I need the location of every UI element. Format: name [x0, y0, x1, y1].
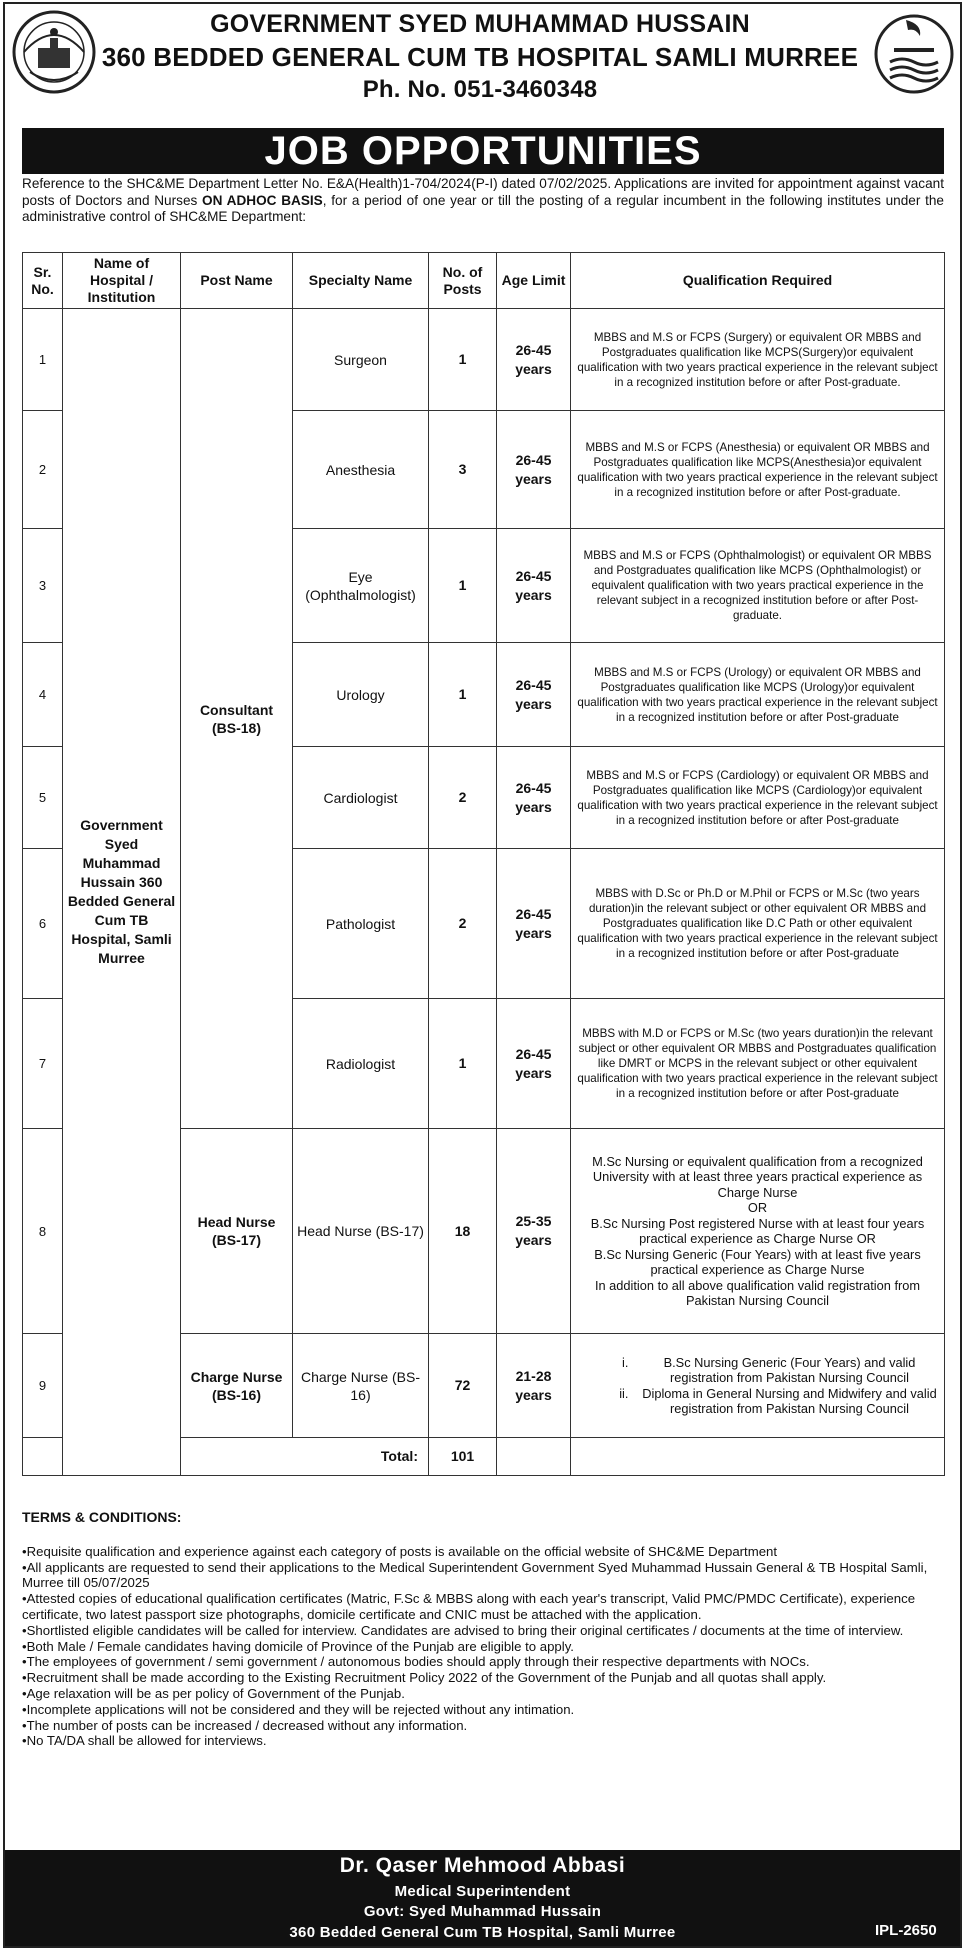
jobs-table [22, 252, 945, 1476]
header-phone: Ph. No. 051-3460348 [362, 76, 598, 103]
row-age: 26-45 years [497, 849, 571, 999]
row-qualification: MBBS with M.D or FCPS or M.Sc (two years duration)in the relevant subject or other equivalent OR MBBS and Postgraduates qualification like DMRT or MCPS in the relevant subject or other equivalent qualification with two years practical experience in the relevant subject in a recognized institution before or after Post-graduate [571, 999, 945, 1129]
col-header-specialty: Specialty Name [293, 253, 429, 309]
header-title-line2: 360 BEDDED GENERAL CUM TB HOSPITAL SAMLI MURREE [101, 42, 859, 72]
row-qualification [571, 1129, 945, 1334]
row-age: 26-45 years [497, 529, 571, 643]
terms-item: • The employees of government / semi government / autonomous bodies should apply through their respective departments with NOCs. [22, 1654, 944, 1670]
col-header-qualification: Qualification Required [571, 253, 945, 309]
terms-item: • Recruitment shall be made according to the Existing Recruitment Policy 2022 of the Government of the Punjab and all quotas shall apply. [22, 1670, 944, 1686]
qualification-line: B.Sc Nursing Post registered Nurse with at least four years practical experience as Charge Nurse OR [590, 1215, 925, 1246]
terms-item: • Both Male / Female candidates having domicile of Province of the Punjab are eligible to apply. [22, 1639, 944, 1655]
col-header-hospital: Name of Hospital / Institution [63, 253, 181, 309]
table-row [23, 309, 945, 411]
total-row-qualification [571, 1438, 945, 1476]
row-qualification [571, 1334, 945, 1438]
row-specialty: Pathologist [293, 849, 429, 999]
col-header-sr: Sr. No. [23, 253, 63, 309]
row-post: Charge Nurse (BS-16) [181, 1334, 293, 1438]
row-age: 26-45 years [497, 643, 571, 747]
qualification-line: In addition to all above qualification valid registration from Pakistan Nursing Council [594, 1277, 921, 1308]
qualification-line: M.Sc Nursing or equivalent qualification from a recognized University with at least three years practical experience as Charge Nurse [592, 1153, 923, 1200]
terms-item: • Shortlisted eligible candidates will be called for interview. Candidates are advised to bring their original certificates / documents at the time of interview. [22, 1623, 944, 1639]
row-posts: 3 [429, 411, 497, 529]
terms-title: TERMS & CONDITIONS: [22, 1509, 182, 1525]
row-specialty: Eye (Ophthalmologist) [293, 529, 429, 643]
row-sr: 5 [23, 747, 63, 849]
row-sr: 2 [23, 411, 63, 529]
signatory-org-line2: 360 Bedded General Cum TB Hospital, Samli Murree [289, 1924, 676, 1941]
row-sr: 4 [23, 643, 63, 747]
col-header-post: Post Name [181, 253, 293, 309]
row-posts: 1 [429, 643, 497, 747]
row-sr: 7 [23, 999, 63, 1129]
signatory-org-line1: Govt: Syed Muhammad Hussain [363, 1903, 602, 1920]
total-value: 101 [429, 1438, 497, 1476]
terms-item: • Attested copies of educational qualification certificates (Matric, F.Sc & MBBS along with each year's transcript, Valid PMC/PMDC Certificate), experience certificate, two latest passport size photographs, domicile certificate and CNIC must be attached with the application. [22, 1591, 944, 1623]
row-posts: 2 [429, 849, 497, 999]
job-opportunities-banner: JOB OPPORTUNITIES [22, 128, 944, 174]
row-sr: 3 [23, 529, 63, 643]
terms-item: • No TA/DA shall be allowed for interviews. [22, 1733, 944, 1749]
row-age: 26-45 years [497, 411, 571, 529]
row-qualification: MBBS with D.Sc or Ph.D or M.Phil or FCPS or M.Sc (two years duration)in the relevant subject or other equivalent OR MBBS and Postgraduates qualification like D.C Path or other equivalent qualification with two years practical experience in the relevant subject in a recognized institution before or after Post-graduate [571, 849, 945, 999]
row-specialty: Cardiologist [293, 747, 429, 849]
col-header-posts: No. of Posts [429, 253, 497, 309]
row-posts: 1 [429, 309, 497, 411]
row-posts: 1 [429, 999, 497, 1129]
row-age: 25-35 years [497, 1129, 571, 1334]
row-qualification: MBBS and M.S or FCPS (Urology) or equivalent OR MBBS and Postgraduates qualification like MCPS (Urology)or equivalent qualification with two years practical experience in the relevant subject in a recognized institution before or after Post-graduate [571, 643, 945, 747]
punjab-government-emblem-icon [870, 8, 958, 96]
intro-text-b: , for a period of one year or till the posting of a regular incumbent in the following institutes under the administrative control of SHC&ME Department: [22, 192, 944, 224]
intro-emphasis: ON ADHOC BASIS [202, 192, 323, 208]
terms-list [22, 1544, 944, 1749]
col-header-age: Age Limit [497, 253, 571, 309]
hospital-emblem-icon [10, 8, 98, 96]
row-sr: 6 [23, 849, 63, 999]
row-qualification: MBBS and M.S or FCPS (Cardiology) or equivalent OR MBBS and Postgraduates qualification like MCPS (Cardiology)or equivalent qualification with two years practical experience in the relevant subject in a recognized institution before or after Post-graduate [571, 747, 945, 849]
row-sr: 9 [23, 1334, 63, 1438]
row-posts: 72 [429, 1334, 497, 1438]
total-row-age [497, 1438, 571, 1476]
row-post: Head Nurse (BS-17) [181, 1129, 293, 1334]
institution-cell: Government Syed Muhammad Hussain 360 Bedded General Cum TB Hospital, Samli Murree [63, 309, 181, 1476]
row-posts: 2 [429, 747, 497, 849]
signatory-designation: Medical Superintendent [394, 1883, 571, 1900]
signatory-name: Dr. Qaser Mehmood Abbasi [339, 1854, 626, 1877]
row-qualification: MBBS and M.S or FCPS (Ophthalmologist) or equivalent OR MBBS and Postgraduates qualification like MCPS (Ophthalmologist) or equivalent qualification with two years practical experience in the relevant subject in a recognized institution before or after Post-graduate. [571, 529, 945, 643]
qualification-item: i. B.Sc Nursing Generic (Four Years) and valid registration from Pakistan Nursing Council [632, 1355, 941, 1386]
consultant-post-cell: Consultant (BS-18) [181, 309, 293, 1129]
terms-item: • All applicants are requested to send their applications to the Medical Superintendent Government Syed Muhammad Hussain General & TB Hospital Samli, Murree till 05/07/2025 [22, 1560, 944, 1592]
qualification-line: OR [747, 1200, 768, 1215]
row-qualification: MBBS and M.S or FCPS (Anesthesia) or equivalent OR MBBS and Postgraduates qualification like MCPS(Anesthesia)or equivalent qualification with two years practical experience in the relevant subject in a recognized institution before or after Post-graduate. [571, 411, 945, 529]
row-posts: 1 [429, 529, 497, 643]
table-header-row [23, 253, 945, 309]
row-age: 26-45 years [497, 999, 571, 1129]
row-specialty: Charge Nurse (BS-16) [293, 1334, 429, 1438]
page-header [0, 0, 969, 110]
row-specialty: Surgeon [293, 309, 429, 411]
row-sr: 8 [23, 1129, 63, 1334]
intro-paragraph [22, 176, 944, 226]
row-posts: 18 [429, 1129, 497, 1334]
row-specialty: Anesthesia [293, 411, 429, 529]
qualification-line: B.Sc Nursing Generic (Four Years) with at least five years practical experience as Charge Nurse [594, 1246, 921, 1277]
row-specialty: Urology [293, 643, 429, 747]
row-age: 26-45 years [497, 309, 571, 411]
row-qualification: MBBS and M.S or FCPS (Surgery) or equivalent OR MBBS and Postgraduates qualification like MCPS(Surgery)or equivalent qualification with two years practical experience in the relevant subject in a recognized institution before or after Post-graduate. [571, 309, 945, 411]
row-age: 26-45 years [497, 747, 571, 849]
row-sr: 1 [23, 309, 63, 411]
ad-code: IPL-2650 [875, 1922, 937, 1939]
qualification-item: ii. Diploma in General Nursing and Midwifery and valid registration from Pakistan Nursing Council [632, 1386, 941, 1417]
row-specialty: Head Nurse (BS-17) [293, 1129, 429, 1334]
total-label: Total: [181, 1438, 429, 1476]
total-row-sr [23, 1438, 63, 1476]
header-title-line1: GOVERNMENT SYED MUHAMMAD HUSSAIN [210, 10, 750, 38]
terms-item: • Requisite qualification and experience against each category of posts is available on the official website of SHC&ME Department [22, 1544, 944, 1560]
row-age: 21-28 years [497, 1334, 571, 1438]
row-specialty: Radiologist [293, 999, 429, 1129]
terms-item: • Age relaxation will be as per policy of Government of the Punjab. [22, 1686, 944, 1702]
signature-footer [5, 1850, 960, 1946]
terms-item: • The number of posts can be increased / decreased without any information. [22, 1718, 944, 1734]
terms-item: • Incomplete applications will not be considered and they will be rejected without any intimation. [22, 1702, 944, 1718]
terms-section [22, 1510, 944, 1749]
intro-text-a: Reference to the SHC&ME Department Letter No. E&A(Health)1-704/2024(P-I) dated 07/02/2025. Applications are invited for appointment against vacant posts of Doctors and Nurses [22, 176, 944, 208]
